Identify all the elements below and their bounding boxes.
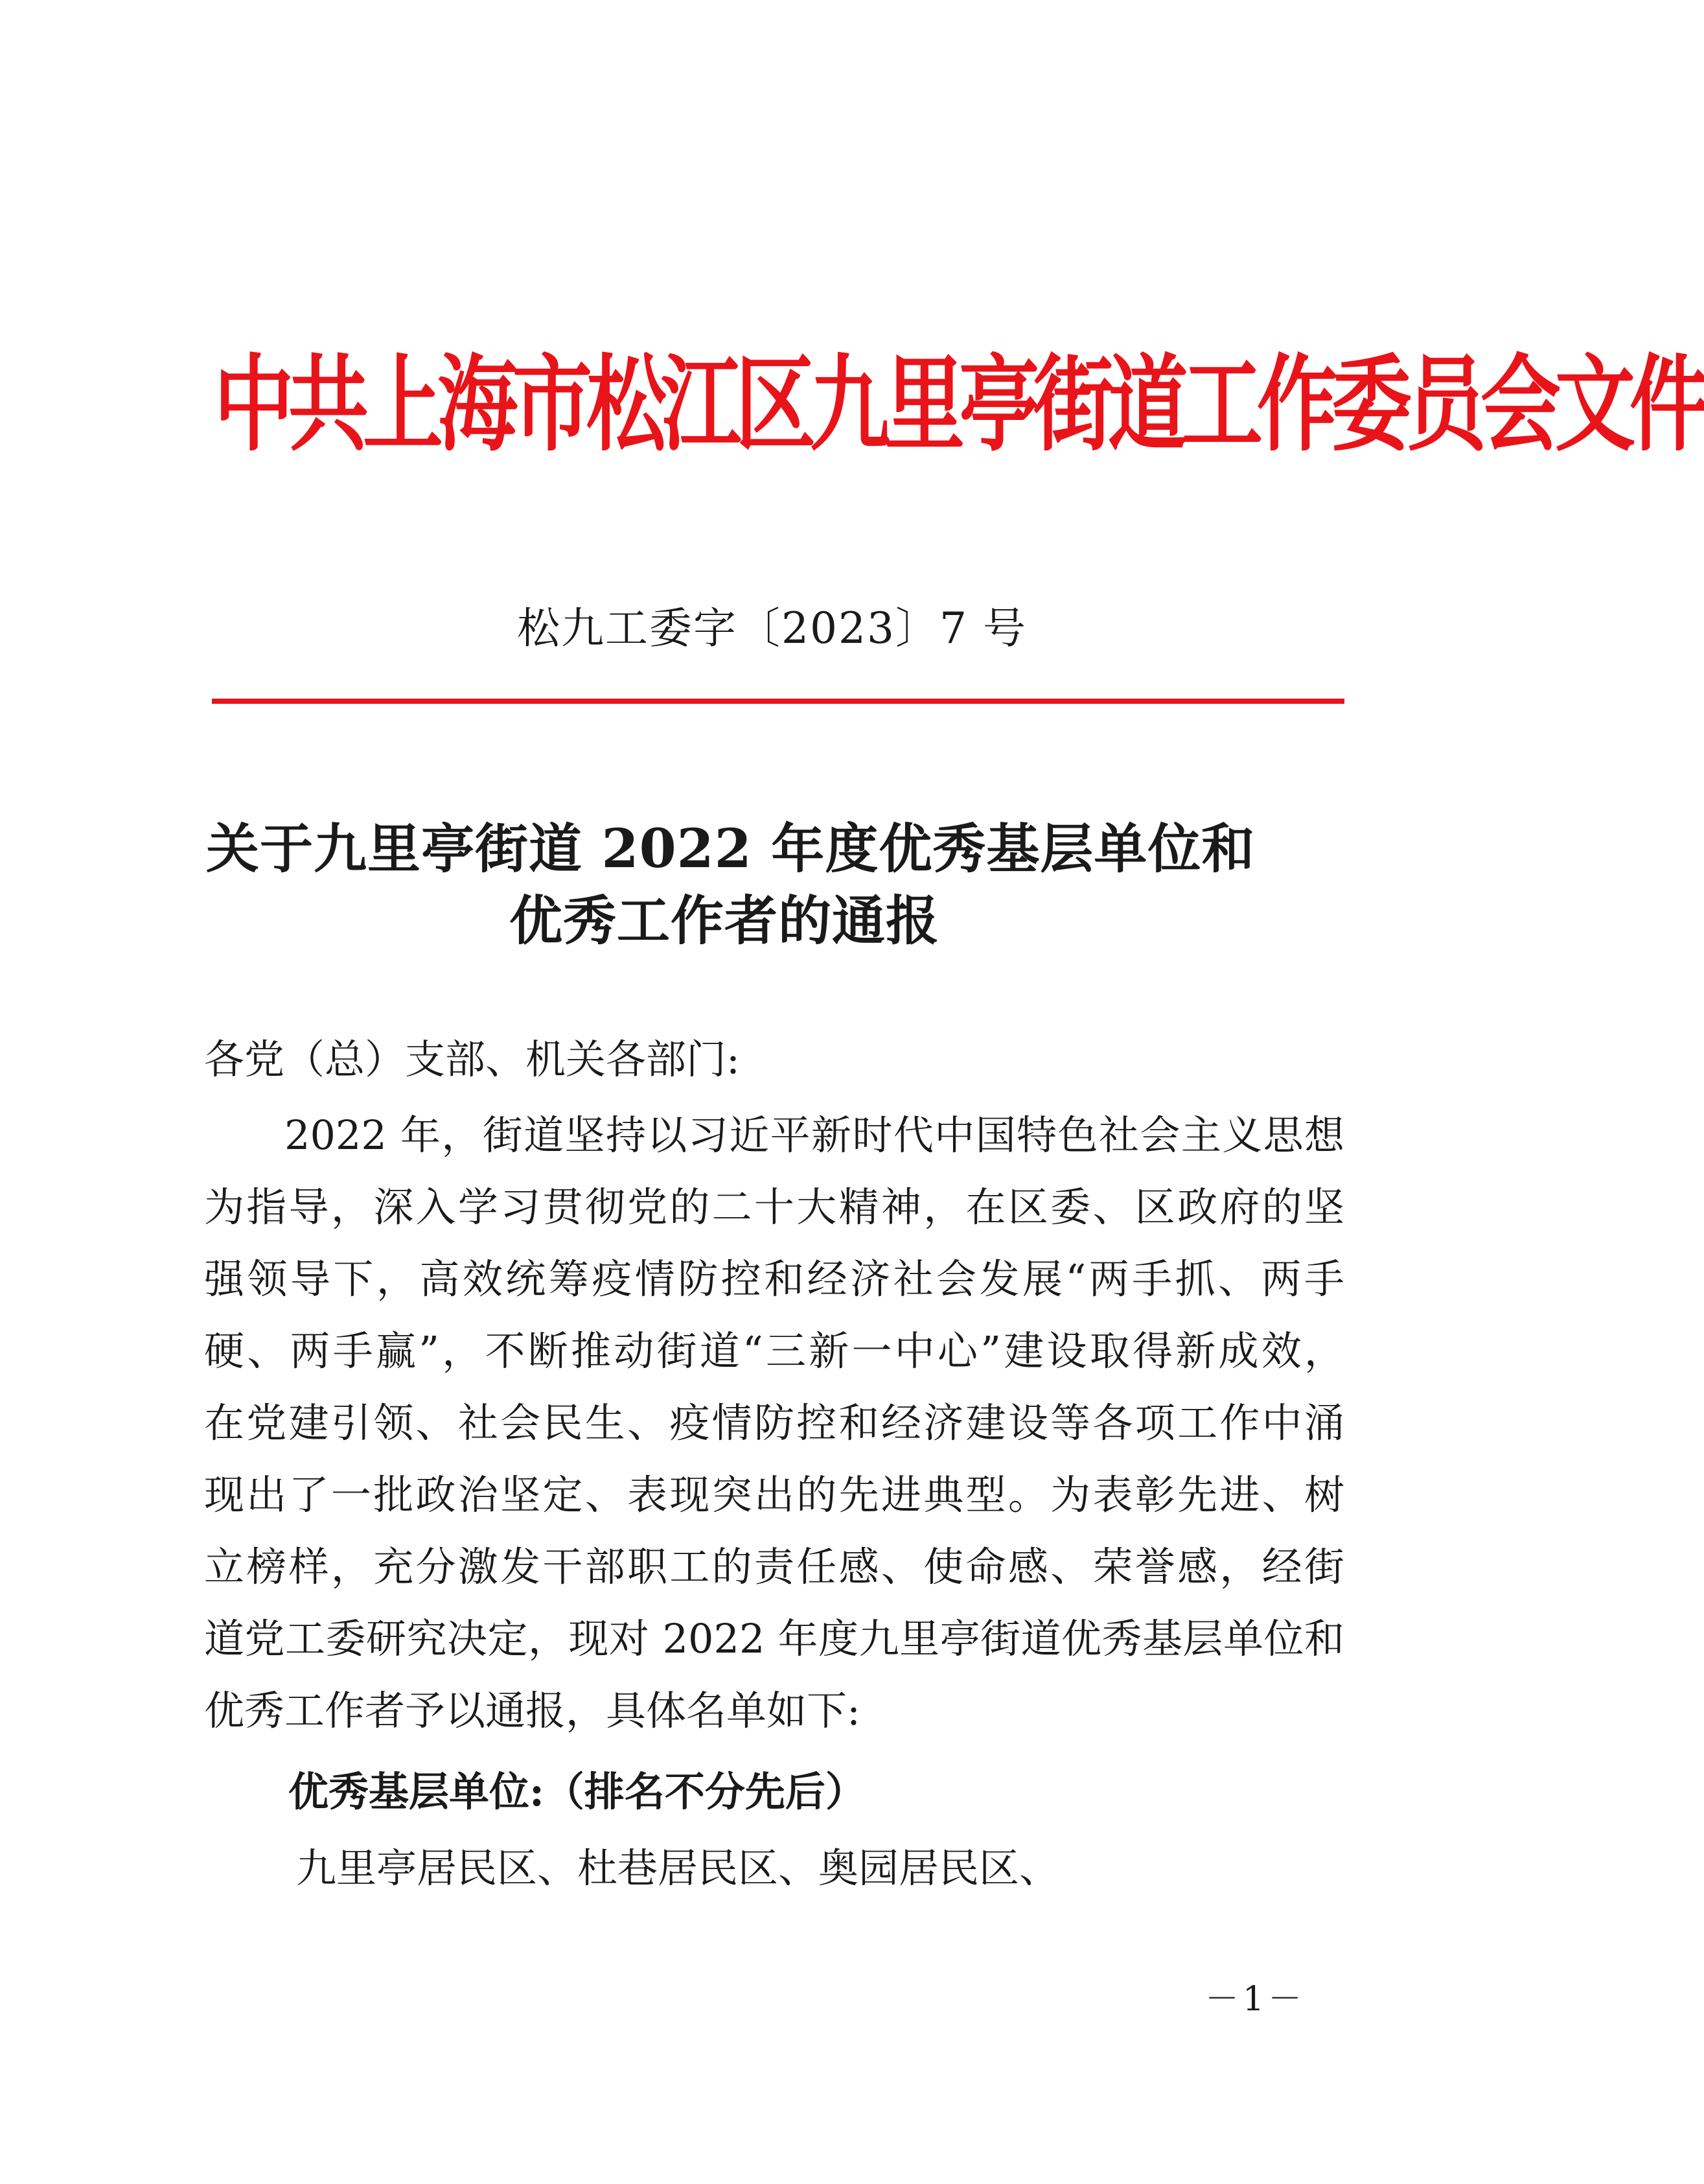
document-title-line-2: 优秀工作者的通报 [509,890,940,952]
salutation: 各党（总）支部、机关各部门: [204,1036,740,1083]
paragraph-line: 优秀工作者予以通报，具体名单如下: [204,1687,860,1734]
paragraph-line: 为指导，深入学习贯彻党的二十大精神，在区委、区政府的坚 [204,1183,1344,1231]
paragraph-line: 在党建引领、社会民生、疫情防控和经济建设等各项工作中涌 [204,1399,1344,1446]
paragraph-line: 立榜样，充分激发干部职工的责任感、使命感、荣誉感，经街 [204,1543,1344,1590]
document-title-line-1: 关于九里亭街道 2022 年度优秀基层单位和 [206,818,1256,880]
red-divider-rule [212,699,1344,704]
paragraph-line: 2022 年，街道坚持以习近平新时代中国特色社会主义思想 [284,1111,1344,1159]
page-number: －1－ [1205,1980,1306,2019]
paragraph-line: 道党工委研究决定，现对 2022 年度九里亭街道优秀基层单位和 [204,1615,1344,1662]
section-heading-excellent-units: 优秀基层单位:（排名不分先后） [288,1768,866,1815]
excellent-units-list: 九里亭居民区、杜巷居民区、奥园居民区、 [296,1844,1060,1892]
document-issuer-header: 中共上海市松江区九里亭街道工作委员会文件 [214,344,1704,467]
paragraph-line: 现出了一批政治坚定、表现突出的先进典型。为表彰先进、树 [204,1471,1344,1518]
body-paragraph [204,1106,1344,1754]
paragraph-line: 强领导下，高效统筹疫情防控和经济社会发展“两手抓、两手 [204,1255,1344,1303]
paragraph-line: 硬、两手赢”，不断推动街道“三新一中心”建设取得新成效， [204,1327,1344,1375]
document-number: 松九工委字〔2023〕7 号 [517,603,1027,653]
